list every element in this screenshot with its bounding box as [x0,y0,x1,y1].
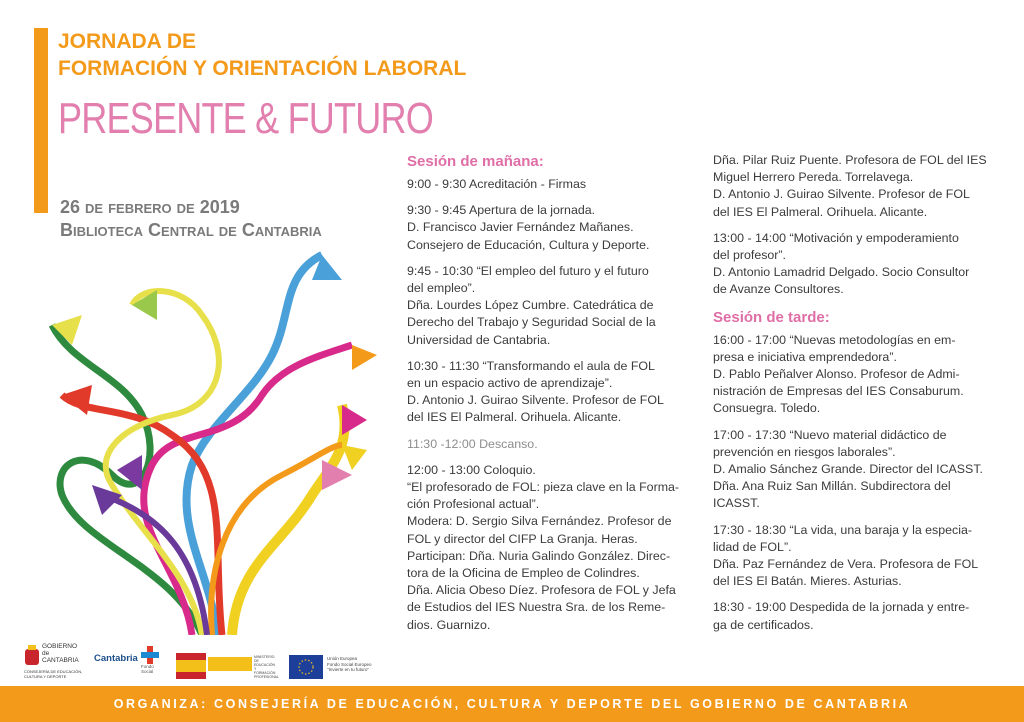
program-item [713,599,995,633]
logo-text: CANTABRIA [42,657,79,664]
program-line: de Avanze Consultores. [713,282,844,297]
program-line: del IES El Palmeral. Orihuela. Alicante. [407,410,622,425]
arrows-illustration [22,245,382,635]
afternoon-items [713,332,995,634]
program-line: 17:00 - 17:30 “Nuevo material didáctico de [713,427,947,442]
program-item [407,462,687,634]
logo-text: CULTURA Y DEPORTE [24,674,67,679]
program-line: nistración de Empresas del IES Consaburum. [713,384,964,399]
program-line: FOL y director del CIFP La Granja. Heras. [407,531,638,546]
footer-organizer: ORGANIZA: CONSEJERÍA DE EDUCACIÓN, CULTURA Y DEPORTE DEL GOBIERNO DE CANTABRIA [0,686,1024,722]
logo-text: Social [141,669,154,674]
program-line: Dña. Lourdes López Cumbre. Catedrática de [407,298,654,313]
logo-text: MINISTERIO DE EDUCACIÓN Y FORMACIÓN PROFESIONAL [254,655,279,679]
date-venue [60,196,322,242]
program-line: del profesor”. [713,248,787,263]
program-column-1 [407,152,687,643]
program-line: presa e iniciativa emprendedora”. [713,349,897,364]
program-line: dios. Guarnizo. [407,617,491,632]
accent-bar [34,28,48,213]
program-line: del IES El Palmeral. Orihuela. Alicante. [713,204,928,219]
program-line: del empleo”. [407,281,476,296]
morning-heading: Sesión de mañana: [407,153,544,170]
program-item [407,263,687,349]
program-column-2 [713,152,995,643]
program-line: ga de certificados. [713,617,814,632]
program-item [713,152,995,221]
program-line: Consejero de Educación, Cultura y Deporte. [407,237,650,252]
program-line: 18:30 - 19:00 Despedida de la jornada y entre- [713,600,970,615]
program-line: lidad de FOL”. [713,539,792,554]
logo-text: de [42,650,50,657]
title-line-2: FORMACIÓN Y ORIENTACIÓN LABORAL [58,57,467,80]
program-line: en un espacio activo de aprendizaje”. [407,376,613,391]
program-line: Dña. Alicia Obeso Díez. Profesora de FOL y Jefa [407,583,676,598]
spain-flag-icon [176,653,206,679]
morning-continued-items [713,152,995,299]
program-line: D. Antonio Lamadrid Delgado. Socio Consultor [713,265,970,280]
program-line: 12:00 - 13:00 Coloquio. [407,462,536,477]
program-item [407,176,687,193]
program-item [713,230,995,299]
program-line: D. Antonio J. Guirao Silvente. Profesor de FOL [713,187,970,202]
program-item [407,436,687,453]
logo-text: GOBIERNO [42,643,78,650]
program-line: Dña. Paz Fernández de Vera. Profesora de FOL [713,557,979,572]
event-date: 26 de febrero de 2019 [60,197,240,217]
program-line: 10:30 - 11:30 “Transformando el aula de FOL [407,358,655,373]
program-item [713,332,995,418]
afternoon-heading: Sesión de tarde: [713,308,830,326]
title-line-1: JORNADA DE [58,30,197,53]
program-line: 11:30 -12:00 Descanso. [407,436,538,451]
program-item [713,522,995,591]
logo-text: CONSEJERÍA DE EDUCACIÓN, [24,669,83,674]
program-line: Miguel Herrero Pereda. Torrelavega. [713,170,914,185]
program-line: 9:30 - 9:45 Apertura de la jornada. [407,203,596,218]
event-title [58,28,466,82]
logo-text: Fondo Social Europeo [327,661,372,667]
coat-of-arms-icon [24,645,40,667]
program-line: D. Amalio Sánchez Grande. Director del ICASST. [713,462,983,477]
cross-icon [141,646,159,664]
program-line: 16:00 - 17:00 “Nuevas metodologías en em- [713,332,956,347]
program-line: 9:00 - 9:30 Acreditación - Firmas [407,177,587,191]
program-item [713,427,995,513]
program-line: Consuegra. Toledo. [713,401,821,416]
program-line: tora de la Oficina de Empleo de Colindres. [407,566,640,581]
program-line: 13:00 - 14:00 “Motivación y empoderamiento [713,230,959,245]
program-line: ción Profesional actual”. [407,497,540,512]
logo-text: Cantabria [94,653,138,664]
event-subtitle: PRESENTE & FUTURO [58,94,433,143]
program-line: D. Francisco Javier Fernández Mañanes. [407,220,634,235]
program-line: Derecho del Trabajo y Seguridad Social de la [407,315,656,330]
program-line: prevención en riesgos laborales”. [713,444,896,459]
logo-text: Fondo [141,664,154,669]
program-line: 17:30 - 18:30 “La vida, una baraja y la especia- [713,522,972,537]
program-item [407,202,687,254]
program-line: D. Pablo Peñalver Alonso. Profesor de Admi- [713,367,960,382]
program-line: 9:45 - 10:30 “El empleo del futuro y el futuro [407,263,649,278]
program-line: Dña. Pilar Ruiz Puente. Profesora de FOL del IES [713,153,987,167]
logo-text: "Invierte en tu futuro" [327,667,369,672]
program-line: “El profesorado de FOL: pieza clave en la Forma- [407,480,680,495]
program-line: Universidad de Cantabria. [407,332,551,347]
program-line: Dña. Ana Ruiz San Millán. Subdirectora del [713,479,951,494]
logo-text: Unión Europea [327,656,358,661]
program-line: del IES El Batán. Mieres. Asturias. [713,574,902,589]
program-line: de Estudios del IES Nuestra Sra. de los Reme- [407,600,666,615]
eu-flag-icon [289,655,323,679]
program-line: D. Antonio J. Guirao Silvente. Profesor de FOL [407,393,664,408]
morning-items [407,176,687,634]
program-line: Modera: D. Sergio Silva Fernández. Profesor de [407,514,672,529]
event-venue: Biblioteca Central de Cantabria [60,220,322,240]
program-line: Participan: Dña. Nuria Galindo González. Direc- [407,548,671,563]
program-item [407,358,687,427]
logos-strip [24,643,394,687]
program-line: ICASST. [713,496,760,511]
